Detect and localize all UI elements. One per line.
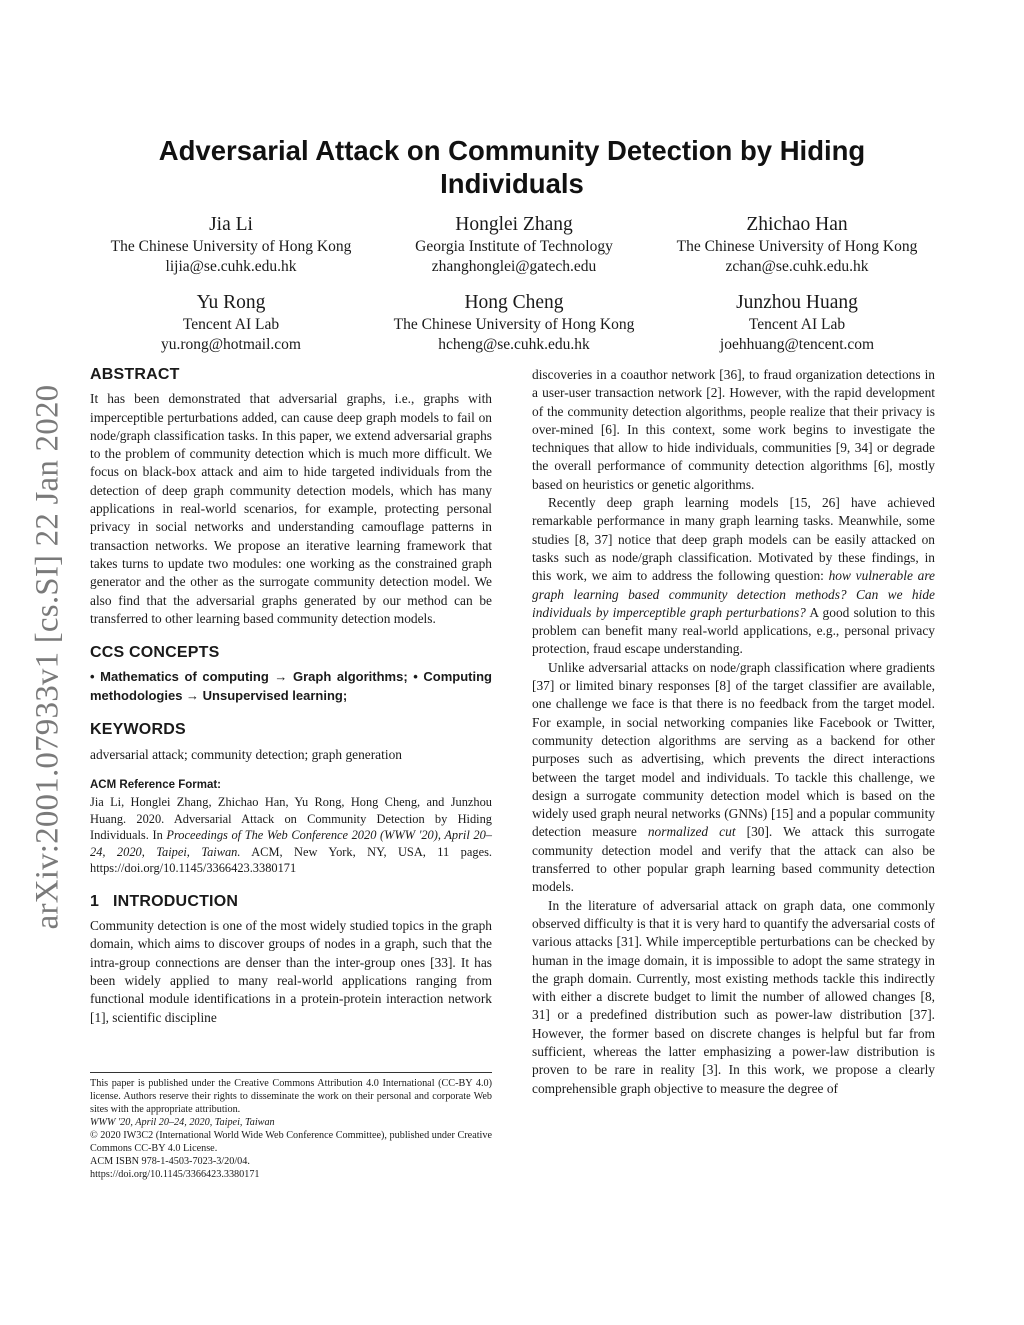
left-column xyxy=(90,366,492,1027)
isbn-note: ACM ISBN 978-1-4503-7023-3/20/04. xyxy=(90,1156,250,1167)
author-affiliation: Tencent AI Lab xyxy=(182,316,280,333)
author-affiliation: Tencent AI Lab xyxy=(748,316,846,333)
author-email: yu.rong@hotmail.com xyxy=(161,336,301,353)
abstract-text: It has been demonstrated that adversarial graphs, i.e., graphs with imperceptible perturbations added, can cause deep graph models to fail on node/graph classification tasks. In this paper, we extend adversarial graphs to the problem of community detection which is much more difficult. We focus on black-box attack and aim to hide targeted individuals from the detection of deep graph community detection models, which has many applications in real-world scenarios, for example, protecting personal privacy in social networks and understanding camouflage patterns in transaction networks. We propose an iterative learning framework that takes turns to update two modules: one working as the constrained graph generator and the other as the surrogate community detection model. We also find that the adversarial graphs generated by our method can be transferred to other learning based community detection models. xyxy=(90,391,492,626)
author-row-1 xyxy=(90,213,938,277)
author-block xyxy=(90,291,372,355)
introduction-paragraph: In the literature of adversarial attack on graph data, one commonly observed difficulty is that it is very hard to quantify the adversarial costs of various attacks [31]. While imperceptible perturbations can be checked by human in the image domain, it is impossible to adopt the same strategy in the graph domain. Currently, most existing methods tackle this indirectly with either a discrete budget to limit the number of allowed changes [8, 31] or a predefined distribution such as power-law distribution [37]. However, the former based on discrete changes is helpful but far from sufficient, whereas the latter emphasizing a power-law distribution is proven to be rare in reality [3]. In this work, we propose a clearly comprehensible graph objective to measure the degree of xyxy=(532,897,935,1096)
introduction-paragraph: Recently deep graph learning models [15, 26] have achieved remarkable performance in many graph learning tasks. Meanwhile, some studies [8, 37] notice that deep graph models can be easily attacked on tasks such as node/graph classification. Motivated by these findings, in this work, we aim to address the following question: how vulnerable are graph learning based community detection methods? Can we hide individuals by imperceptible graph perturbations? A good solution to this problem can benefit many real-world applications, e.g., personal privacy protection, fraud escape understanding. xyxy=(532,495,935,657)
conference-note: WWW '20, April 20–24, 2020, Taipei, Taiwan xyxy=(90,1117,275,1128)
author-name: Yu Rong xyxy=(196,292,266,313)
arxiv-stamp: arXiv:2001.07933v1 [cs.SI] 22 Jan 2020 xyxy=(29,384,66,930)
acm-reference-text: Jia Li, Honglei Zhang, Zhichao Han, Yu Rong, Hong Cheng, and Junzhou Huang. 2020. Adversarial Attack on Community Detection by Hiding Individuals. In Proceedings of The Web Conference 2020 (WWW '20), April 20–24, 2020, Taipei, Taiwan. ACM, New York, NY, USA, 11 pages. https://doi.org/10.1145/3366423.3380171 xyxy=(90,795,492,876)
author-name: Jia Li xyxy=(209,214,253,235)
introduction-paragraph: discoveries in a coauthor network [36], to fraud organization detections in a user-user transaction network [2]. However, with the rapid development of the community detection algorithms, people realize that their privacy is over-mined [6]. In this context, some work begins to investigate the techniques that allow to hide individuals, communities [9, 34] or degrade the overall performance of community detection algorithms [6], mostly based on heuristics or genetic algorithms. xyxy=(532,367,935,492)
doi-link[interactable]: https://doi.org/10.1145/3366423.3380171 xyxy=(90,1169,260,1180)
author-name: Hong Cheng xyxy=(464,292,564,313)
introduction-heading: 1 INTRODUCTION xyxy=(90,892,239,910)
author-block xyxy=(656,291,938,355)
license-note: This paper is published under the Creative Commons Attribution 4.0 International (CC-BY 4.0) license. Authors reserve their rights to disseminate the work on their personal and corporate Web sites with the appropriate attribution. xyxy=(90,1078,492,1115)
introduction-paragraph: Unlike adversarial attacks on node/graph classification where gradients [37] or limited binary responses [8] of the target classifier are available, one challenge we face is that there is no feedback from the target model. For example, in social networking companies like Facebook or Twitter, community detection algorithms are serving as a backend for other purposes such as advertising, which prevents the direct interactions between the target model and individuals. To tackle this challenge, we design a surrogate community detection model which is based on the widely used graph neural networks (GNNs) [15] and a popular community detection measure normalized cut [30]. We attack this surrogate community detection model and verify that the attack can also be transferred to other popular graph learning based community detection models. xyxy=(532,659,935,895)
author-email: joehhuang@tencent.com xyxy=(719,336,875,353)
author-block xyxy=(90,213,372,277)
keywords-text: adversarial attack; community detection; graph generation xyxy=(90,746,402,762)
author-block xyxy=(373,213,655,277)
acm-reference-heading: ACM Reference Format: xyxy=(90,779,221,792)
author-affiliation: The Chinese University of Hong Kong xyxy=(110,238,352,255)
author-email: lijia@se.cuhk.edu.hk xyxy=(165,258,297,275)
paper-title: Adversarial Attack on Community Detection by Hiding Individuals xyxy=(158,135,866,199)
ccs-heading: CCS CONCEPTS xyxy=(90,644,220,662)
author-name: Honglei Zhang xyxy=(455,214,573,235)
author-affiliation: The Chinese University of Hong Kong xyxy=(393,316,635,333)
author-block xyxy=(373,291,655,355)
author-name: Zhichao Han xyxy=(746,214,848,235)
ccs-concepts: • Mathematics of computing → Graph algorithms; • Computing methodologies → Unsupervised learning; xyxy=(90,669,492,703)
abstract-heading: ABSTRACT xyxy=(90,366,180,383)
copyright-footnote xyxy=(90,1072,492,1181)
right-column xyxy=(532,366,935,1098)
author-affiliation: Georgia Institute of Technology xyxy=(415,238,613,255)
author-block xyxy=(656,213,938,277)
author-email: zhanghonglei@gatech.edu xyxy=(431,258,597,275)
author-row-2 xyxy=(90,291,938,355)
author-email: zchan@se.cuhk.edu.hk xyxy=(725,258,869,275)
author-email: hcheng@se.cuhk.edu.hk xyxy=(438,336,590,353)
author-name: Junzhou Huang xyxy=(736,292,858,313)
copyright-note: © 2020 IW3C2 (International World Wide Web Conference Committee), published under Creative Commons CC-BY 4.0 License. xyxy=(90,1130,492,1154)
author-affiliation: The Chinese University of Hong Kong xyxy=(676,238,918,255)
keywords-heading: KEYWORDS xyxy=(90,721,186,739)
introduction-text-left: Community detection is one of the most widely studied topics in the graph domain, which aims to discover groups of nodes in a graph, such that the intra-group connections are denser than the inter-group ones [33]. It has been widely applied to many real-world applications ranging from functional module identifications in a protein-protein interaction network [1], scientific discipline xyxy=(90,918,492,1025)
